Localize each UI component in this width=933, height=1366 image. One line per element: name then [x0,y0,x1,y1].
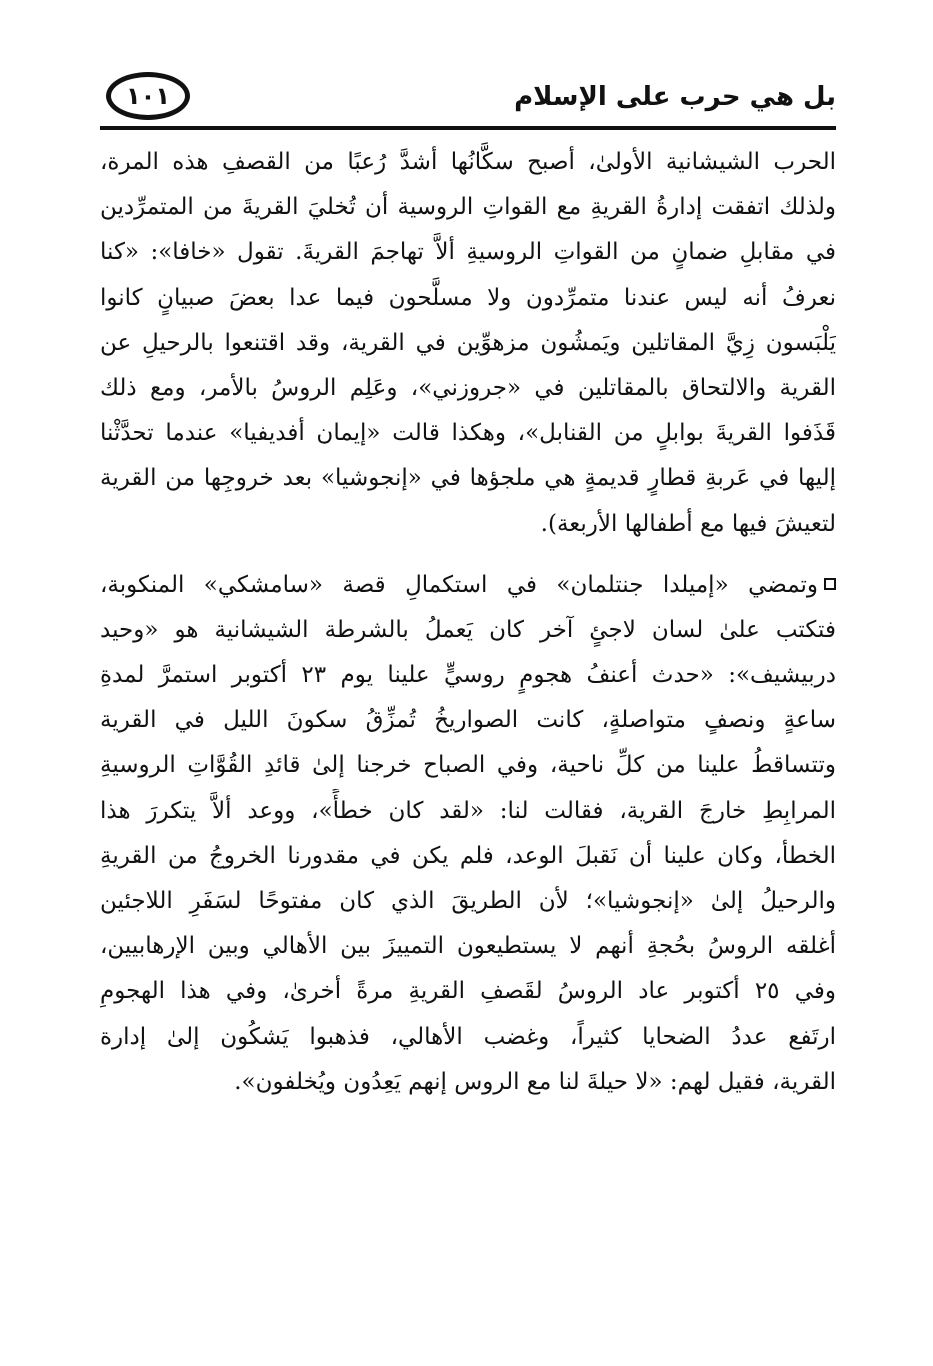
text-line: أغلقه الروسُ بحُجةِ أنهم لا يستطيعون التمييزَ بين الأهالي وبين الإرهابيين، [100,933,836,960]
text-line: وتتساقطُ علينا من كلِّ ناحية، وفي الصباح خرجنا إلىٰ قائدِ القُوَّاتِ الروسيةِ [100,752,836,779]
text-line: ارتَفع عددُ الضحايا كثيراً، وغضب الأهالي، فذهبوا يَشكُون إلىٰ إدارة [100,1023,836,1050]
text-line: في مقابلِ ضمانٍ من القواتِ الروسيةِ ألاَّ تهاجمَ القريةَ. تقول «خافا»: «كنا [100,239,836,266]
text-line: قَذَفوا القريةَ بوابلٍ من القنابل»، وهكذا قالت «إيمان أفديفيا» عندما تحدَّثْنا [100,420,836,447]
text-line: يَلْبَسون زِيَّ المقاتلين ويَمشُون مزهوِّين في القرية، وقد اقتنعوا بالرحيلِ عن [100,329,836,356]
text-line: الخطأ، وكان علينا أن نَقبلَ الوعد، فلم يكن في مقدورنا الخروجُ من القريةِ [100,842,836,869]
paragraph-gap [100,547,836,563]
text-line: القرية، فقيل لهم: «لا حيلةَ لنا مع الروس إنهم يَعِدُون ويُخلفون». [234,1068,836,1095]
text-line: دربيشيف»: «حدث أعنفُ هجومٍ روسيٍّ علينا يوم ٢٣ أكتوبر استمرَّ لمدةِ [100,662,836,689]
text-line: نعرفُ أنه ليس عندنا متمرِّدون ولا مسلَّحون فيما عدا بعضَ صبيانٍ كانوا [100,284,836,311]
text-line: لتعيشَ فيها مع أطفالها الأربعة). [540,510,836,537]
page-number: ١٠١ [126,82,170,110]
paragraph-2 [100,563,836,1105]
page-header [100,68,836,128]
text-line: وفي ٢٥ أكتوبر عاد الروسُ لقَصفِ القريةِ مرةً أخرىٰ، وفي هذا الهجومِ [100,978,836,1005]
text-line-with-bullet [100,563,836,608]
square-bullet-icon [824,578,836,590]
text-line: المرابِطِ خارجَ القرية، فقالت لنا: «لقد كان خطأً»، ووعد ألاَّ يتكررَ هذا [100,797,836,824]
text-line: إليها في عَربةِ قطارٍ قديمةٍ هي ملجؤها في «إنجوشيا» بعد خروجِها من القرية [100,465,836,492]
text-line: ساعةٍ ونصفٍ متواصلةٍ، كانت الصواريخُ تُمزِّقُ سكونَ الليل في القرية [100,707,836,734]
text-line: والرحيلُ إلىٰ «إنجوشيا»؛ لأن الطريقَ الذي كان مفتوحًا لسَفَرِ اللاجئين [100,888,836,914]
text-line: فتكتب علىٰ لسان لاجئٍ آخر كان يَعملُ بالشرطة الشيشانية هو «وحيد [100,616,836,643]
text-line: وتمضي «إميلدا جنتلمان» في استكمالِ قصة «سامشكي» المنكوبة، [100,571,818,598]
text-line: القرية والالتحاق بالمقاتلين في «جروزني»، وعَلِم الروسُ بالأمر، ومع ذلك [100,374,836,401]
header-rule [100,126,836,130]
text-line: الحرب الشيشانية الأولىٰ، أصبح سكَّانُها أشدَّ رُعبًا من القصفِ هذه المرة، [100,149,836,175]
paragraph-1 [100,140,836,547]
running-title: بل هي حرب على الإسلام [514,82,836,112]
text-line: ولذلك اتفقت إدارةُ القريةِ مع القواتِ الروسية أن تُخليَ القريةَ من المتمرِّدين [100,194,836,221]
body-text [100,140,836,1105]
page-number-oval [106,72,190,120]
